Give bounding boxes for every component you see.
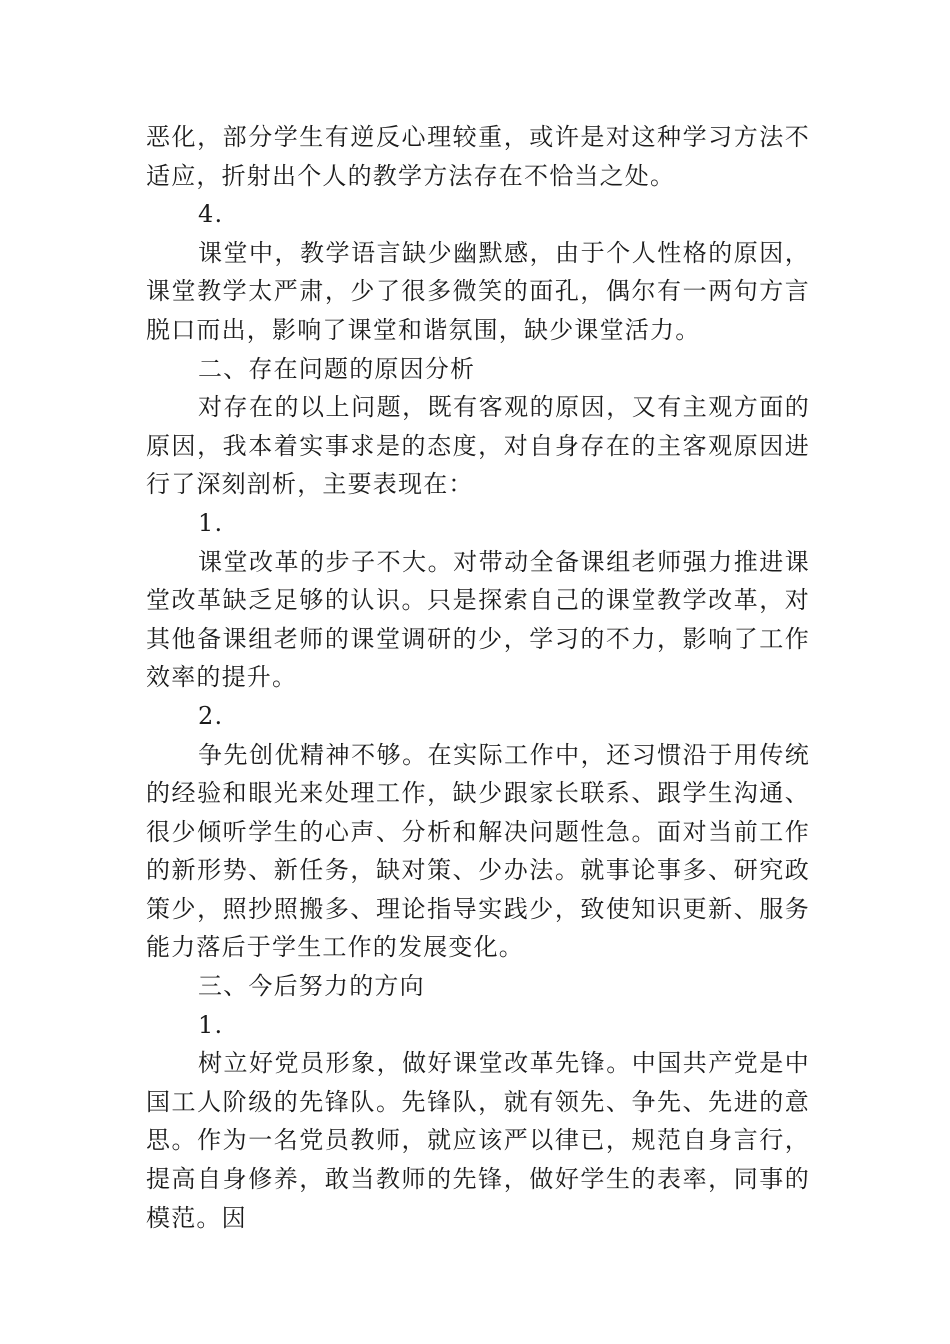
list-number: 4.	[198, 200, 224, 229]
document-page	[146, 118, 810, 1237]
section-heading: 三、今后努力的方向	[198, 972, 425, 1001]
paragraph: 课堂中，教学语言缺少幽默感，由于个人性格的原因，课堂教学太严肃，少了很多微笑的面孔，偶尔有一两句方言脱口而出，影响了课堂和谐氛围，缺少课堂活力。	[146, 238, 810, 344]
list-number: 2.	[198, 701, 224, 730]
paragraph: 课堂改革的步子不大。对带动全备课组老师强力推进课堂改革缺乏足够的认识。只是探索自己的课堂教学改革，对其他备课组老师的课堂调研的少，学习的不力，影响了工作效率的提升。	[146, 547, 810, 692]
list-number: 1.	[198, 1010, 224, 1039]
list-number: 1.	[198, 508, 224, 537]
paragraph: 争先创优精神不够。在实际工作中，还习惯沿于用传统的经验和眼光来处理工作，缺少跟家长联系、跟学生沟通、很少倾听学生的心声、分析和解决问题性急。面对当前工作的新形势、新任务，缺对策、少办法。就事论事多、研究政策少，照抄照搬多、理论指导实践少，致使知识更新、服务能力落后于学生工作的发展变化。	[146, 740, 810, 962]
paragraph: 对存在的以上问题，既有客观的原因，又有主观方面的原因，我本着实事求是的态度，对自身存在的主客观原因进行了深刻剖析，主要表现在：	[146, 393, 810, 499]
paragraph-continuation: 恶化，部分学生有逆反心理较重，或许是对这种学习方法不适应，折射出个人的教学方法存在不恰当之处。	[146, 123, 810, 190]
section-heading: 二、存在问题的原因分析	[198, 354, 476, 383]
paragraph: 树立好党员形象，做好课堂改革先锋。中国共产党是中国工人阶级的先锋队。先锋队，就有领先、争先、先进的意思。作为一名党员教师，就应该严以律已，规范自身言行，提高自身修养，敢当教师的先锋，做好学生的表率，同事的模范。因	[146, 1049, 810, 1232]
